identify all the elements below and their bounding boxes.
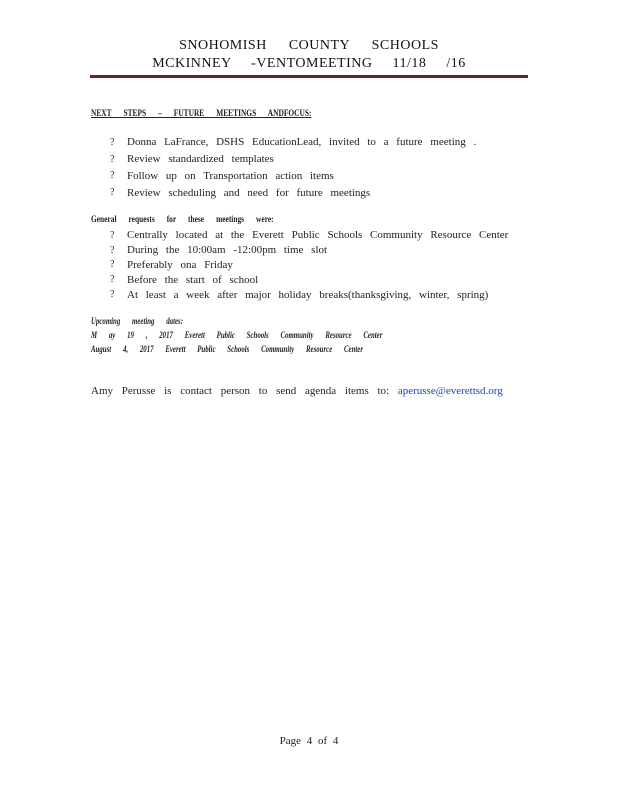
document-title-line-2: MCKINNEY -VENTOMEETING 11/18 /16 [152,56,466,71]
list-item-text: Before the start of school [127,273,259,286]
upcoming-date-1: M ay 19 , 2017 Everett Public Schools Community Resource Center [91,331,383,341]
list-item [110,258,508,273]
list-item-text: During the 10:00am -12:00pm time slot [127,244,328,257]
bullet-glyph: ? [110,136,115,148]
contact-text: Amy Perusse is contact person to send agenda items to: [91,385,390,397]
list-item [110,272,508,287]
list-item [110,168,476,185]
bullet-glyph: ? [110,170,115,182]
list-item [110,243,508,258]
list-item-text: Donna LaFrance, DSHS EducationLead, invited to a future meeting . [127,136,477,149]
list-item [110,287,508,302]
next-steps-list [110,134,476,201]
bullet-glyph: ? [110,187,115,199]
general-requests-heading: General requests for these meetings were: [91,215,274,225]
bullet-glyph: ? [110,153,115,165]
contact-line [91,385,503,397]
bullet-glyph: ? [110,289,115,301]
list-item-text: Review scheduling and need for future meetings [127,186,371,199]
document-title-line-1: SNOHOMISH COUNTY SCHOOLS [179,38,439,53]
next-steps-heading: NEXT STEPS – FUTURE MEETINGS ANDFOCUS: [91,109,312,119]
header-divider [90,75,528,78]
list-item-text: Preferably ona Friday [127,258,233,271]
upcoming-dates-heading: Upcoming meeting dates: [91,317,183,327]
list-item-text: Review standardized templates [127,153,274,166]
list-item-text: Centrally located at the Everett Public Schools Community Resource Center [127,229,509,242]
bullet-glyph: ? [110,274,115,286]
bullet-glyph: ? [110,244,115,256]
list-item [110,151,476,168]
upcoming-date-2: August 4, 2017 Everett Public Schools Community Resource Center [91,345,363,355]
list-item [110,184,476,201]
page-number: Page 4 of 4 [279,735,339,747]
bullet-glyph: ? [110,259,115,271]
contact-email-link[interactable]: aperusse@everettsd.org [397,385,503,397]
general-requests-list [110,228,508,302]
list-item-text: Follow up on Transportation action items [127,169,334,182]
list-item-text: At least a week after major holiday breaks(thanksgiving, winter, spring) [127,288,489,301]
list-item [110,134,476,151]
bullet-glyph: ? [110,229,115,241]
list-item [110,228,508,243]
